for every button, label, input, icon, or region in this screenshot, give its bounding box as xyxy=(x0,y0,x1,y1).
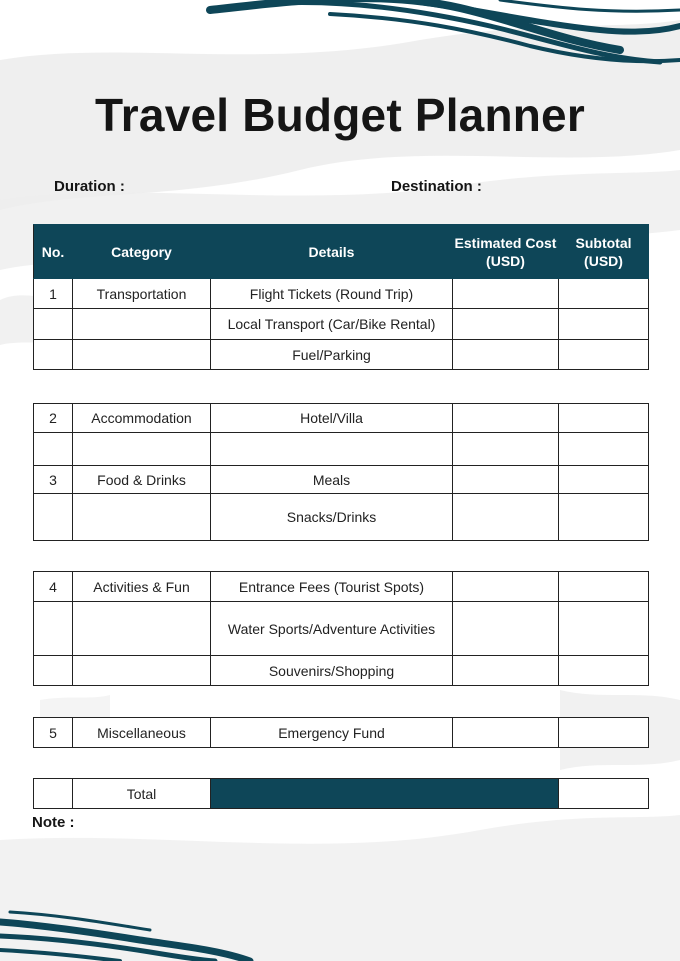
estimated-cost-cell[interactable] xyxy=(453,433,559,466)
row-category xyxy=(73,494,211,541)
subtotal-cell[interactable] xyxy=(559,466,649,494)
table-row xyxy=(34,572,649,602)
row-details: Meals xyxy=(211,466,453,494)
row-details: Fuel/Parking xyxy=(211,340,453,370)
budget-table-miscellaneous xyxy=(33,717,649,748)
estimated-cost-cell[interactable] xyxy=(453,340,559,370)
row-number: 1 xyxy=(34,279,73,309)
column-header-category: Category xyxy=(73,225,211,279)
row-details: Emergency Fund xyxy=(211,718,453,748)
estimated-cost-cell[interactable] xyxy=(453,494,559,541)
estimated-cost-cell[interactable] xyxy=(453,602,559,656)
subtotal-cell[interactable] xyxy=(559,340,649,370)
estimated-cost-cell[interactable] xyxy=(453,404,559,433)
subtotal-cell[interactable] xyxy=(559,433,649,466)
row-number: 2 xyxy=(34,404,73,433)
row-category: Activities & Fun xyxy=(73,572,211,602)
total-accent-cell xyxy=(211,779,559,809)
subtotal-cell[interactable] xyxy=(559,494,649,541)
row-number xyxy=(34,433,73,466)
table-row xyxy=(34,279,649,309)
subtotal-cell[interactable] xyxy=(559,656,649,686)
row-details: Local Transport (Car/Bike Rental) xyxy=(211,309,453,340)
budget-table-activities xyxy=(33,571,649,686)
row-number: 5 xyxy=(34,718,73,748)
total-blank-cell xyxy=(34,779,73,809)
row-number xyxy=(34,602,73,656)
row-number xyxy=(34,656,73,686)
table-header-row xyxy=(34,225,649,279)
table-row xyxy=(34,340,649,370)
table-row xyxy=(34,656,649,686)
row-details: Water Sports/Adventure Activities xyxy=(211,602,453,656)
total-label: Total xyxy=(73,779,211,809)
destination-label: Destination : xyxy=(391,178,482,195)
total-value-cell[interactable] xyxy=(559,779,649,809)
table-row xyxy=(34,404,649,433)
row-category: Miscellaneous xyxy=(73,718,211,748)
subtotal-cell[interactable] xyxy=(559,279,649,309)
subtotal-cell[interactable] xyxy=(559,309,649,340)
row-details xyxy=(211,433,453,466)
estimated-cost-cell[interactable] xyxy=(453,466,559,494)
row-category xyxy=(73,433,211,466)
subtotal-cell[interactable] xyxy=(559,572,649,602)
estimated-cost-cell[interactable] xyxy=(453,309,559,340)
column-header-estimated-cost: Estimated Cost (USD) xyxy=(453,225,559,279)
row-category xyxy=(73,656,211,686)
row-details: Snacks/Drinks xyxy=(211,494,453,541)
row-category: Accommodation xyxy=(73,404,211,433)
table-row xyxy=(34,494,649,541)
estimated-cost-cell[interactable] xyxy=(453,572,559,602)
row-number xyxy=(34,309,73,340)
page-title: Travel Budget Planner xyxy=(95,89,585,141)
estimated-cost-cell[interactable] xyxy=(453,656,559,686)
table-row xyxy=(34,718,649,748)
row-number xyxy=(34,340,73,370)
row-details: Hotel/Villa xyxy=(211,404,453,433)
column-header-no: No. xyxy=(34,225,73,279)
column-header-details: Details xyxy=(211,225,453,279)
table-row xyxy=(34,466,649,494)
budget-table-transportation xyxy=(33,224,649,370)
table-row xyxy=(34,433,649,466)
subtotal-cell[interactable] xyxy=(559,718,649,748)
row-category xyxy=(73,602,211,656)
budget-table-accommodation-food xyxy=(33,403,649,541)
estimated-cost-cell[interactable] xyxy=(453,279,559,309)
row-category: Transportation xyxy=(73,279,211,309)
table-row xyxy=(34,309,649,340)
row-details: Flight Tickets (Round Trip) xyxy=(211,279,453,309)
row-category: Food & Drinks xyxy=(73,466,211,494)
row-details: Entrance Fees (Tourist Spots) xyxy=(211,572,453,602)
column-header-subtotal: Subtotal (USD) xyxy=(559,225,649,279)
note-label: Note : xyxy=(32,814,75,831)
row-category xyxy=(73,309,211,340)
estimated-cost-cell[interactable] xyxy=(453,718,559,748)
row-number: 3 xyxy=(34,466,73,494)
total-row xyxy=(34,779,649,809)
budget-table-total xyxy=(33,778,649,809)
duration-label: Duration : xyxy=(54,178,125,195)
subtotal-cell[interactable] xyxy=(559,602,649,656)
row-number: 4 xyxy=(34,572,73,602)
row-category xyxy=(73,340,211,370)
row-number xyxy=(34,494,73,541)
table-row xyxy=(34,602,649,656)
row-details: Souvenirs/Shopping xyxy=(211,656,453,686)
subtotal-cell[interactable] xyxy=(559,404,649,433)
